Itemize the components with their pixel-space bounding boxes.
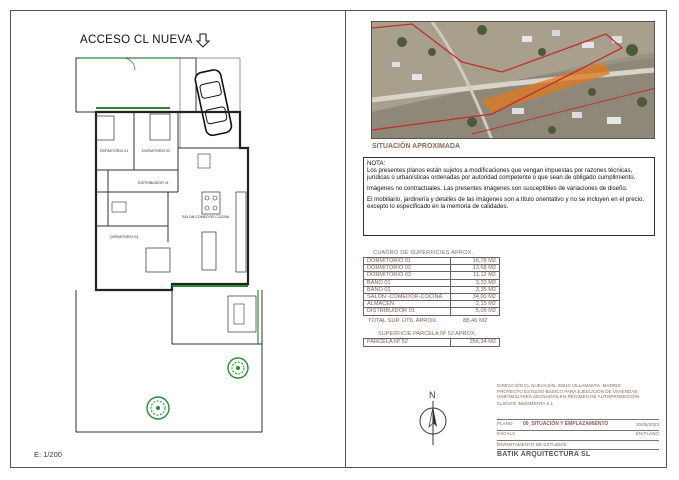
table-row: BAÑO 02 3,35 M2: [364, 286, 500, 293]
table-row: ALMACEN 2,15 M2: [364, 301, 500, 308]
table-row: DORMITORIO 03 11,12 M2: [364, 272, 500, 279]
tree-icon: [228, 358, 248, 378]
tree-icon: [147, 397, 169, 419]
department: DEPARTAMENTO DE ESTUDIOS: [497, 440, 659, 447]
table-row: SALON -COMEDOR-COCINA 34,00 M2: [364, 294, 500, 301]
svg-text:DISTRIBUIDOR 01: DISTRIBUIDOR 01: [138, 181, 169, 185]
floor-plan: [60, 52, 280, 452]
table-row: BAÑO 01 2,33 M2: [364, 279, 500, 286]
plan-title: 00_SITUACIÓN Y EMPLAZAMIENTO: [523, 421, 609, 427]
entry-arrow-icon: [195, 33, 211, 49]
svg-text:N: N: [429, 390, 436, 400]
scale-row: [497, 431, 659, 436]
plan-scale: E: 1/200: [34, 450, 62, 459]
table-row: DISTRIBUIDOR 01 5,05 M2: [364, 308, 500, 315]
address-line: DIRECCIÓN CL NUEVA S/N. 28610 VILLAMANTA. MADRID: [497, 383, 621, 388]
note-box: [363, 157, 655, 236]
sheet-divider: [345, 10, 346, 468]
surface-table: [363, 257, 500, 316]
scale-value: EN PLANO: [635, 431, 659, 436]
client-line: CLIENTE INMOMENTA S.L: [497, 400, 554, 406]
situation-title: SITUACIÓN APROXIMADA: [372, 143, 461, 150]
car-icon: [194, 69, 233, 137]
note-paragraph-3: El mobiliario, jardinería y detalles de las imágenes son a título orientativo y no se incluyen en el precio, excepto lo especificado en la memoria de calidades.: [367, 195, 645, 211]
table-row: DORMITORIO 02 13,68 M2: [364, 265, 500, 272]
aerial-photo: [371, 21, 655, 139]
svg-text:DORMITORIO 02: DORMITORIO 02: [142, 149, 171, 153]
svg-text:DORMITORIO 03: DORMITORIO 03: [110, 235, 139, 239]
svg-text:SALON-COMEDOR-COCINA: SALON-COMEDOR-COCINA: [182, 215, 230, 219]
table-row: DORMITORIO 01 16,78 M2: [364, 258, 500, 265]
svg-text:DORMITORIO 01: DORMITORIO 01: [100, 149, 129, 153]
project-line: PROYECTO ESTUDIO BÁSICO PARA EJECUCIÓN DE VIVIENDAS UNIFAMILIARES ADOSADAS EN RÉGIMEN DE AUTOPROMOCIÓN: [497, 388, 640, 400]
plot-surface-title: SUPERFICIE PARCELA Nº 52 APROX.: [378, 331, 477, 337]
plan-title-row: [497, 419, 659, 431]
note-paragraph-2: Imágenes no contractuales. Las presentes imágenes son susceptibles de variaciones de diseño.: [367, 185, 628, 193]
note-paragraph-1: Los presentes planos están sujetos a modificaciones que vengan impuestas por razones técnicas, jurídicas o urbanísticas ordenadas por autoridad competente o que sean de obligado cumplimiento.: [367, 167, 636, 182]
scale-label: ESCALA: [497, 431, 516, 436]
note-heading: NOTA:: [367, 160, 386, 167]
plan-date: 20/06/2023: [636, 422, 659, 427]
surface-table-title: CUADRO DE SUPERFICIES APROX.: [373, 250, 474, 256]
total-value: 88,46 M2: [463, 318, 488, 324]
north-arrow-icon: [418, 387, 448, 447]
plot-table: [363, 338, 500, 347]
total-label: TOTAL SUP. ÚTIL APROX.: [368, 318, 438, 324]
table-row: PARCELA Nº 52 256,34 M2: [364, 339, 500, 347]
title-block: [497, 383, 667, 406]
plan-label: PLANO: [497, 421, 513, 426]
access-label: ACCESO CL NUEVA: [80, 34, 193, 46]
firm-name: BATIK ARQUITECTURA SL: [497, 449, 659, 458]
